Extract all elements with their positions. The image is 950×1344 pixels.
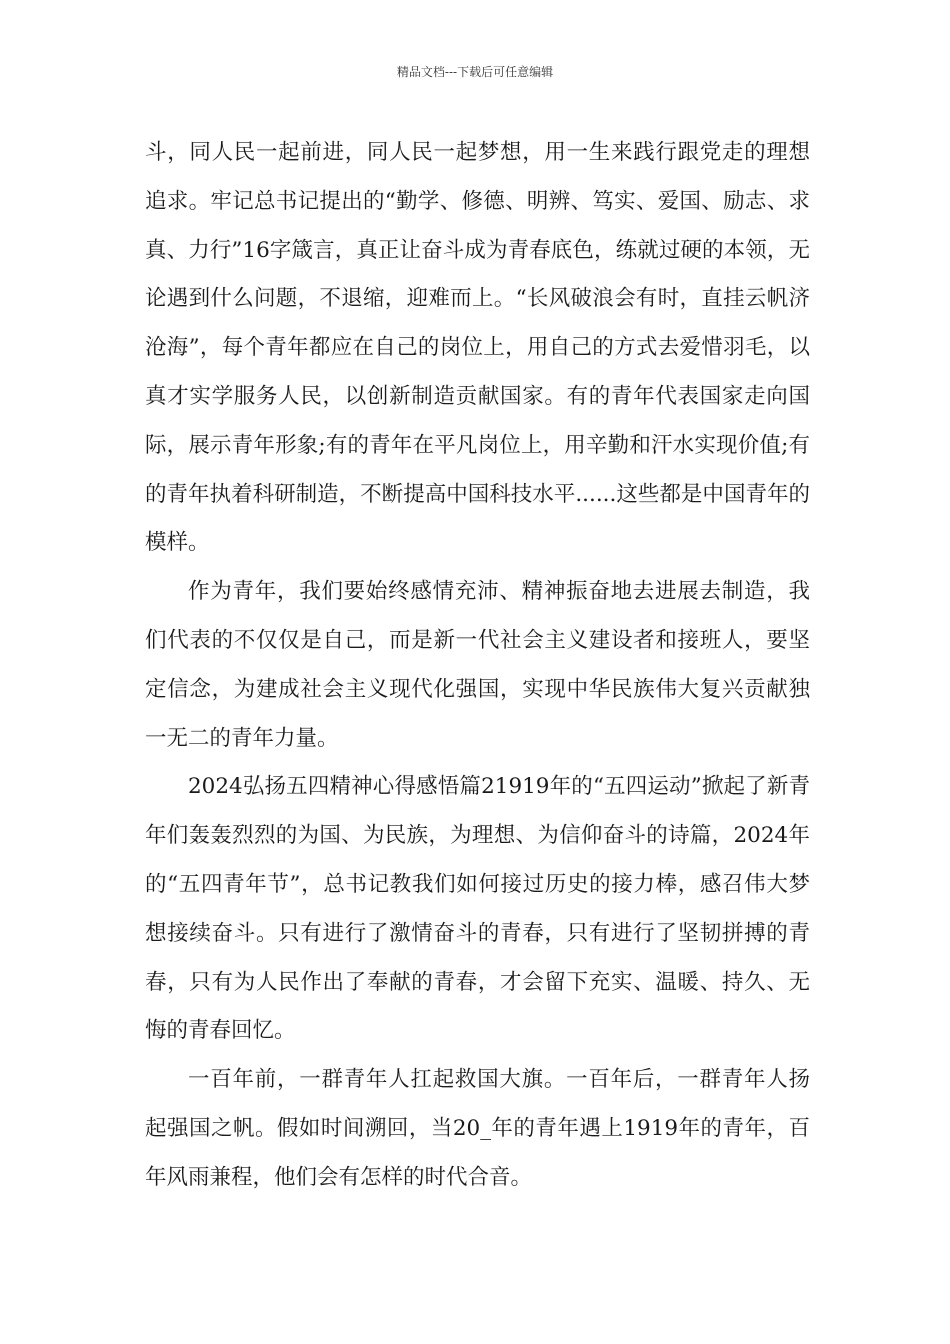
paragraph-continued: 斗，同人民一起前进，同人民一起梦想，用一生来践行跟党走的理想追求。牢记总书记提出的“勤学、修德、明辨、笃实、爱国、励志、求真、力行”16字箴言，真正让奋斗成为青春底色，练就过硬的本领，无论遇到什么问题，不退缩，迎难而上。“长风破浪会有时，直挂云帆济沧海”，每个青年都应在自己的岗位上，用自己的方式去爱惜羽毛，以真才实学服务人民，以创新制造贡献国家。有的青年代表国家走向国际，展示青年形象;有的青年在平凡岗位上，用辛勤和汗水实现价值;有的青年执着科研制造，不断提高中国科技水平......这些都是中国青年的模样。	[145, 140, 810, 556]
paragraph: 一百年前，一群青年人扛起救国大旗。一百年后，一群青年人扬起强国之帆。假如时间溯回，当20_年的青年遇上1919年的青年，百年风雨兼程，他们会有怎样的时代合音。	[145, 1067, 810, 1190]
document-body	[145, 129, 810, 1203]
paragraph: 作为青年，我们要始终感情充沛、精神振奋地去进展去制造，我们代表的不仅仅是自己，而是新一代社会主义建设者和接班人，要坚定信念，为建成社会主义现代化强国，实现中华民族伟大复兴贡献独一无二的青年力量。	[145, 579, 810, 751]
page-header: 精品文档---下载后可任意编辑	[396, 65, 554, 79]
paragraph: 2024弘扬五四精神心得感悟篇21919年的“五四运动”掀起了新青年们轰轰烈烈的为国、为民族，为理想、为信仰奋斗的诗篇，2024年的“五四青年节”，总书记教我们如何接过历史的接力棒，感召伟大梦想接续奋斗。只有进行了激情奋斗的青春，只有进行了坚韧拼搏的青春，只有为人民作出了奉献的青春，才会留下充实、温暖、持久、无悔的青春回忆。	[145, 774, 810, 1044]
